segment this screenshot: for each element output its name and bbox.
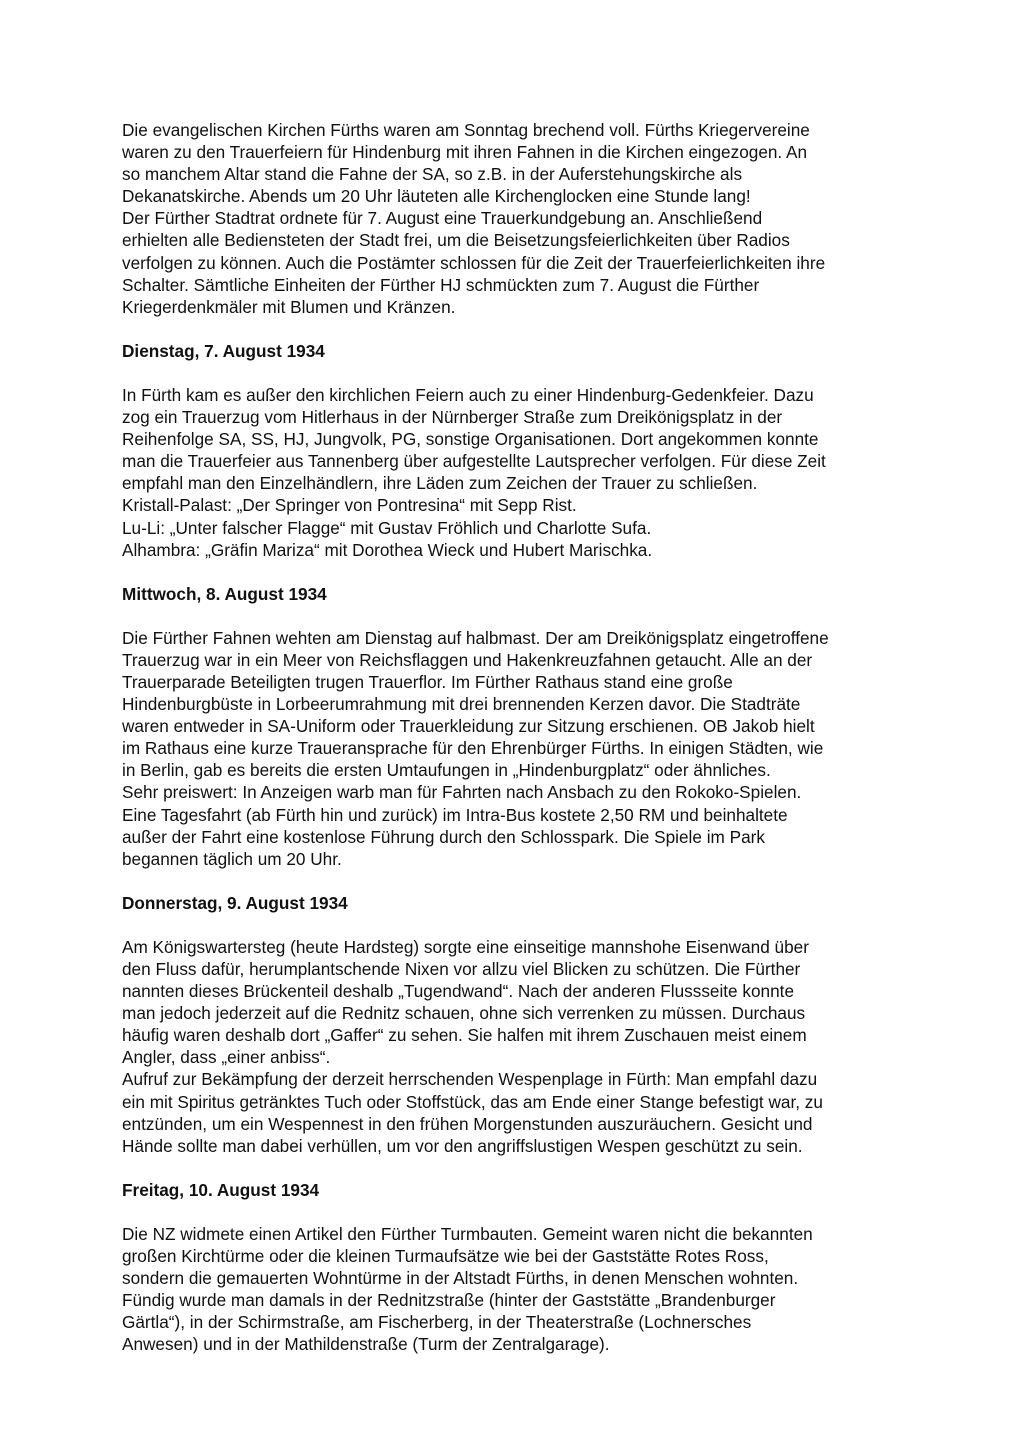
text-line: großen Kirchtürme oder die kleinen Turmaufsätze wie bei der Gaststätte Rotes Ross, [122, 1246, 769, 1267]
section-paragraph-mittwoch [122, 627, 908, 870]
section-heading-dienstag: Dienstag, 7. August 1934 [122, 340, 325, 361]
text-line: man die Trauerfeier aus Tannenberg über aufgestellte Lautsprecher verfolgen. Für diese Zeit [122, 451, 826, 472]
text-line: Alhambra: „Gräfin Mariza“ mit Dorothea Wieck und Hubert Marischka. [122, 539, 653, 560]
text-line: Trauerparade Beteiligten trugen Trauerflor. Im Fürther Rathaus stand eine große [122, 671, 733, 692]
text-line: Trauerzug war in ein Meer von Reichsflaggen und Hakenkreuzfahnen getaucht. Alle an der [122, 649, 813, 670]
text-line: häufig waren deshalb dort „Gaffer“ zu sehen. Sie halfen mit ihrem Zuschauen meist einem [122, 1025, 807, 1046]
text-line: den Fluss dafür, herumplantschende Nixen vor allzu viel Blicken zu schützen. Die Fürther [122, 959, 801, 979]
section-paragraph-freitag [122, 1223, 908, 1356]
text-line: Hände sollte man dabei verhüllen, um vor den angriffslustigen Wespen geschützt zu sein. [122, 1135, 803, 1156]
text-line: Gärtla“), in der Schirmstraße, am Fischerberg, in der Theaterstraße (Lochnersches [122, 1312, 752, 1333]
text-line: erhielten alle Bediensteten der Stadt frei, um die Beisetzungsfeierlichkeiten über Radios [122, 230, 790, 251]
text-line: Angler, dass „einer anbiss“. [122, 1047, 331, 1068]
text-line: In Fürth kam es außer den kirchlichen Feiern auch zu einer Hindenburg-Gedenkfeier. Dazu [122, 384, 814, 405]
text-line: außer der Fahrt eine kostenlose Führung durch den Schlosspark. Die Spiele im Park [122, 826, 765, 847]
text-line: Aufruf zur Bekämpfung der derzeit herrschenden Wespenplage in Fürth: Man empfahl dazu [122, 1069, 818, 1090]
text-line: Die evangelischen Kirchen Fürths waren am Sonntag brechend voll. Fürths Kriegervereine [122, 120, 810, 140]
section-paragraph-dienstag [122, 384, 908, 561]
section-heading-freitag: Freitag, 10. August 1934 [122, 1179, 320, 1200]
text-line: Sehr preiswert: In Anzeigen warb man für Fahrten nach Ansbach zu den Rokoko-Spielen. [122, 782, 802, 803]
text-line: Schalter. Sämtliche Einheiten der Fürther HJ schmückten zum 7. August die Fürther [122, 274, 760, 295]
text-line: Anwesen) und in der Mathildenstraße (Turm der Zentralgarage). [122, 1334, 610, 1355]
document-page [122, 119, 908, 1356]
intro-paragraph [122, 119, 908, 318]
text-line: empfahl man den Einzelhändlern, ihre Läden zum Zeichen der Trauer zu schließen. [122, 473, 758, 494]
text-line: Am Königswartersteg (heute Hardsteg) sorgte eine einseitige mannshohe Eisenwand über [122, 936, 809, 957]
text-line: Eine Tagesfahrt (ab Fürth hin und zurück) im Intra-Bus kostete 2,50 RM und beinhaltete [122, 804, 788, 825]
text-line: im Rathaus eine kurze Traueransprache für den Ehrenbürger Fürths. In einigen Städten, wie [122, 738, 824, 759]
text-line: Der Fürther Stadtrat ordnete für 7. August eine Trauerkundgebung an. Anschließend [122, 208, 763, 229]
text-line: nannten dieses Brückenteil deshalb „Tugendwand“. Nach der anderen Flussseite konnte [122, 981, 794, 1002]
text-line: entzünden, um ein Wespennest in den frühen Morgenstunden auszuräuchern. Gesicht und [122, 1113, 813, 1134]
section-paragraph-donnerstag [122, 936, 908, 1157]
text-line: sondern die gemauerten Wohntürme in der Altstadt Fürths, in denen Menschen wohnten. [122, 1268, 799, 1289]
text-line: verfolgen zu können. Auch die Postämter schlossen für die Zeit der Trauerfeierlichkeiten ihre [122, 252, 826, 273]
text-line: Kriegerdenkmäler mit Blumen und Kränzen. [122, 296, 456, 317]
text-line: ein mit Spiritus getränktes Tuch oder Stoffstück, das am Ende einer Stange befestigt war, zu [122, 1091, 823, 1112]
text-line: so manchem Altar stand die Fahne der SA, so z.B. in der Auferstehungskirche als [122, 164, 743, 185]
section-heading-donnerstag: Donnerstag, 9. August 1934 [122, 892, 348, 913]
text-line: man jedoch jederzeit auf die Rednitz schauen, ohne sich verrenken zu müssen. Durchaus [122, 1003, 806, 1024]
text-line: Reihenfolge SA, SS, HJ, Jungvolk, PG, sonstige Organisationen. Dort angekommen konnte [122, 429, 819, 450]
section-heading-mittwoch: Mittwoch, 8. August 1934 [122, 583, 327, 604]
text-line: waren zu den Trauerfeiern für Hindenburg mit ihren Fahnen in die Kirchen eingezogen. An [122, 142, 808, 163]
text-line: Dekanatskirche. Abends um 20 Uhr läuteten alle Kirchenglocken eine Stunde lang! [122, 186, 751, 207]
text-line: Fündig wurde man damals in der Rednitzstraße (hinter der Gaststätte „Brandenburger [122, 1290, 776, 1311]
text-line: Lu-Li: „Unter falscher Flagge“ mit Gustav Fröhlich und Charlotte Sufa. [122, 517, 652, 538]
text-line: zog ein Trauerzug vom Hitlerhaus in der Nürnberger Straße zum Dreikönigsplatz in der [122, 407, 783, 428]
text-line: in Berlin, gab es bereits die ersten Umtaufungen in „Hindenburgplatz“ oder ähnliches. [122, 760, 771, 781]
text-line: Kristall-Palast: „Der Springer von Pontresina“ mit Sepp Rist. [122, 495, 577, 516]
text-line: waren entweder in SA-Uniform oder Trauerkleidung zur Sitzung erschienen. OB Jakob hielt [122, 716, 815, 737]
text-line: Hindenburgbüste in Lorbeerumrahmung mit drei brennenden Kerzen davor. Die Stadträte [122, 694, 801, 715]
text-line: Die NZ widmete einen Artikel den Fürther Turmbauten. Gemeint waren nicht die bekannten [122, 1223, 813, 1244]
text-line: Die Fürther Fahnen wehten am Dienstag auf halbmast. Der am Dreikönigsplatz eingetroffene [122, 627, 829, 648]
text-line: begannen täglich um 20 Uhr. [122, 848, 342, 869]
